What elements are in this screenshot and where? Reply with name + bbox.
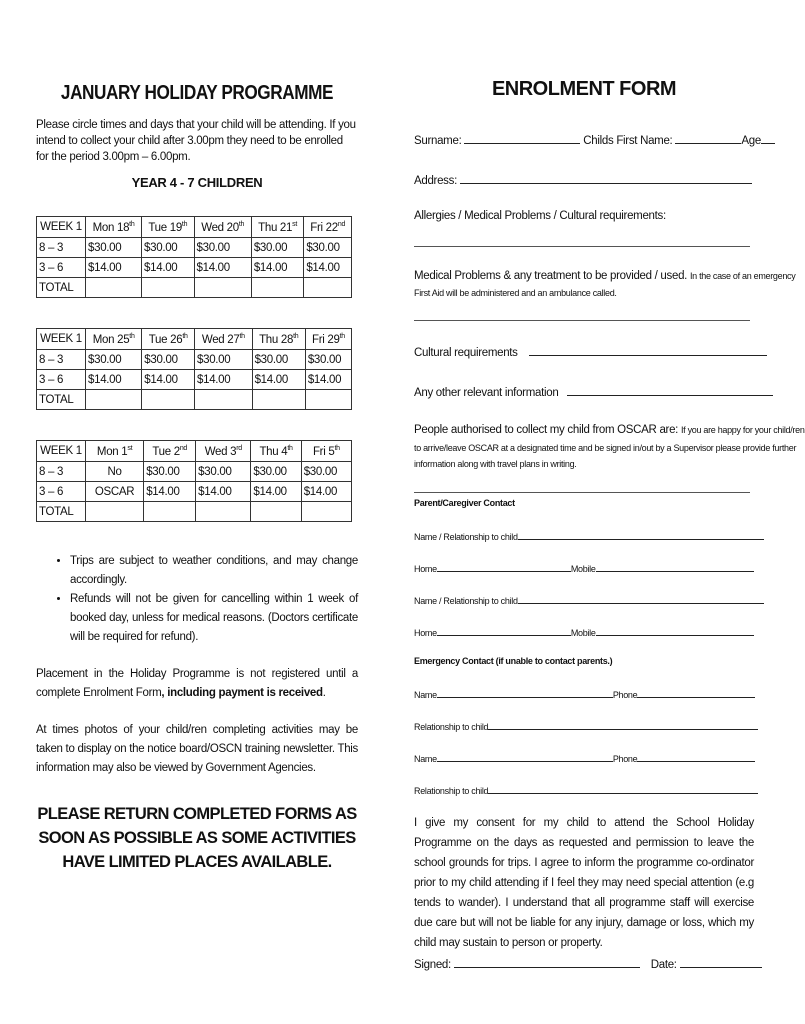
total-label: TOTAL [37,278,86,298]
day-name: Tue 19 [148,221,182,234]
medical-field[interactable] [414,320,750,321]
session-price[interactable]: $30.00 [196,462,251,482]
total-cell[interactable] [251,502,301,522]
day-header[interactable] [305,329,351,350]
first-name-label: Childs First Name: [583,135,673,147]
placement-bold-text: , including payment is received [161,687,323,699]
authorised-row [414,424,805,436]
session-row [37,462,352,482]
total-cell[interactable] [251,278,304,298]
session-time[interactable]: 3 – 6 [37,258,86,278]
day-suffix: th [339,332,345,340]
date-field[interactable] [680,956,762,968]
session-price[interactable]: $30.00 [301,462,351,482]
emergency2-name-row [414,750,755,765]
other-info-label: Any other relevant information [414,387,559,399]
emergency-contact-heading: Emergency Contact (if unable to contact parents.) [414,656,613,666]
session-price[interactable]: No [86,462,144,482]
notes-list [36,552,358,647]
week-label: WEEK 1 [37,217,86,238]
authorised-field[interactable] [414,492,750,493]
total-cell[interactable] [252,390,305,410]
total-cell[interactable] [304,278,352,298]
parent2-phone-row [414,624,754,639]
authorised-note-2: to arrive/leave OSCAR at a designated time and be signed in/out by a Supervisor please provide further [414,443,797,453]
parent1-home-field[interactable] [437,560,571,572]
week-table-1 [36,216,352,298]
session-price[interactable]: $14.00 [142,370,195,390]
emergency1-relationship-label: Relationship to child [414,722,489,732]
total-cell[interactable] [86,390,142,410]
other-info-field[interactable] [567,384,773,396]
session-price[interactable]: $14.00 [195,370,253,390]
authorised-note: If you are happy for your child/ren [680,425,805,435]
session-price[interactable]: $30.00 [195,350,253,370]
day-header[interactable] [195,329,253,350]
allergies-field[interactable] [414,246,750,247]
day-name: Thu 4 [259,445,288,458]
day-suffix: th [238,220,245,228]
medical-row [414,270,795,282]
session-row [37,350,352,370]
emergency1-name-label: Name [414,690,437,700]
session-price[interactable]: $14.00 [194,258,251,278]
session-price[interactable]: $30.00 [86,350,142,370]
day-name: Fri 29 [311,333,340,346]
year-group-title: YEAR 4 - 7 CHILDREN [131,175,263,190]
total-cell[interactable] [305,390,351,410]
parent2-home-label: Home [414,628,437,638]
week-tables [36,216,358,522]
session-time[interactable]: 8 – 3 [37,350,86,370]
allergies-label: Allergies / Medical Problems / Cultural requirements: [414,210,666,222]
total-cell[interactable] [196,502,251,522]
day-header[interactable] [196,441,251,462]
session-price[interactable]: $14.00 [196,482,251,502]
total-cell[interactable] [195,390,253,410]
session-price[interactable]: OSCAR [86,482,144,502]
session-price[interactable]: $30.00 [194,238,251,258]
day-name: Thu 28 [259,333,294,346]
day-name: Tue 2 [152,445,180,458]
emergency2-relationship-field[interactable] [488,782,758,794]
day-suffix: nd [179,444,188,452]
parent1-name-field[interactable] [518,528,764,540]
session-time[interactable]: 3 – 6 [37,482,86,502]
day-header[interactable] [252,329,305,350]
placement-text: Placement in the Holiday Programme is not registered until a complete Enrolment Form [36,668,358,699]
day-name: Wed 20 [201,221,239,234]
day-name: Tue 26 [148,333,183,346]
emergency1-relationship-row [414,718,758,733]
session-time[interactable]: 3 – 6 [37,370,86,390]
emergency1-phone-label: Phone [612,690,638,700]
parent2-name-label: Name / Relationship to child [414,596,518,606]
return-notice: PLEASE RETURN COMPLETED FORMS AS SOON AS POSSIBLE AS SOME ACTIVITIES HAVE LIMITED PLACES AVAILABLE. [37,805,357,871]
medical-label: Medical Problems & any treatment to be provided / used. [414,270,688,282]
day-header[interactable] [301,441,351,462]
day-suffix: st [292,220,297,228]
photos-paragraph: At times photos of your child/ren completing activities may be taken to display on the notice board/OSCN training newsletter. This information may also be viewed by Government Agencies. [36,724,358,774]
day-header[interactable] [86,217,142,238]
note-refunds: • Refunds will not be given for cancelling within 1 week of booked day, unless for medical reasons. (Doctors certificate will be required for refund). [70,590,358,647]
session-time[interactable]: 8 – 3 [37,462,86,482]
cultural-row [414,344,767,359]
day-suffix: th [287,444,293,452]
placement-end: . [322,687,326,699]
day-header[interactable] [142,217,194,238]
day-header[interactable] [304,217,352,238]
day-header[interactable] [251,441,301,462]
week-label: WEEK 1 [37,329,86,350]
surname-field[interactable] [464,132,580,144]
emergency2-phone-label: Phone [612,754,638,764]
parent2-mobile-label: Mobile [570,628,596,638]
total-cell[interactable] [142,390,195,410]
session-price[interactable]: $14.00 [305,370,351,390]
session-row [37,370,352,390]
emergency1-name-field[interactable] [437,686,613,698]
parent1-name-label: Name / Relationship to child [414,532,518,542]
signature-field[interactable] [454,956,640,968]
week-table-3 [36,440,352,522]
total-label: TOTAL [37,502,86,522]
session-price[interactable]: $30.00 [144,462,196,482]
total-cell[interactable] [301,502,351,522]
parent2-name-row [414,592,764,607]
day-header[interactable] [86,329,142,350]
emergency1-relationship-field[interactable] [488,718,758,730]
emergency2-relationship-label: Relationship to child [414,786,489,796]
total-row [37,502,352,522]
week-table-2 [36,328,352,410]
session-price[interactable]: $30.00 [304,238,352,258]
session-time[interactable]: 8 – 3 [37,238,86,258]
placement-paragraph [36,665,358,703]
session-price[interactable]: $30.00 [142,238,194,258]
day-header[interactable] [144,441,196,462]
session-price[interactable]: $14.00 [142,258,194,278]
day-suffix: th [129,332,135,340]
parent1-mobile-label: Mobile [570,564,596,574]
parent1-mobile-field[interactable] [596,560,754,572]
emergency2-phone-field[interactable] [637,750,755,762]
day-suffix: th [334,444,340,452]
session-price[interactable]: $14.00 [251,258,304,278]
authorised-label: People authorised to collect my child from OSCAR are: [414,424,679,436]
total-label: TOTAL [37,390,86,410]
session-price[interactable]: $30.00 [86,238,142,258]
day-suffix: th [129,220,135,228]
address-row [414,172,752,187]
total-row [37,390,352,410]
day-suffix: st [127,444,133,452]
day-header[interactable] [86,441,144,462]
address-field[interactable] [460,172,752,184]
session-price[interactable]: $14.00 [251,482,301,502]
session-row [37,482,352,502]
session-price[interactable]: $30.00 [142,350,195,370]
surname-row [414,132,775,147]
parent2-mobile-field[interactable] [596,624,754,636]
day-header[interactable] [142,329,195,350]
day-suffix: th [181,220,188,228]
total-cell[interactable] [142,278,194,298]
day-name: Wed 3 [204,445,237,458]
total-cell[interactable] [194,278,251,298]
day-suffix: th [182,332,188,340]
intro-text: Please circle times and days that your child will be attending. If you intend to collect your child after 3.00pm they need to be enrolled for the period 3.00pm – 6.00pm. [36,119,356,163]
age-field[interactable] [761,132,775,144]
form-title: ENROLMENT FORM [491,78,677,100]
signed-label: Signed: [414,959,451,971]
day-name: Wed 27 [201,333,240,346]
day-header[interactable] [194,217,251,238]
cultural-label: Cultural requirements [414,347,518,359]
programme-title: JANUARY HOLIDAY PROGRAMME [60,82,334,104]
session-price[interactable]: $14.00 [252,370,305,390]
week-label: WEEK 1 [37,441,86,462]
date-label: Date: [650,959,677,971]
day-suffix: rd [236,444,242,452]
day-suffix: th [293,332,299,340]
day-name: Mon 25 [92,333,130,346]
emergency2-name-label: Name [414,754,437,764]
day-name: Mon 18 [92,221,130,234]
total-row [37,278,352,298]
parent-contact-heading: Parent/Caregiver Contact [414,498,515,508]
other-info-row [414,384,773,399]
session-price[interactable]: $30.00 [252,350,305,370]
session-row [37,258,352,278]
total-cell[interactable] [144,502,196,522]
medical-note: In the case of an emergency [689,271,796,281]
session-price[interactable]: $14.00 [304,258,352,278]
session-price[interactable]: $14.00 [86,258,142,278]
signature-row [414,956,762,971]
session-row [37,238,352,258]
note-weather: • Trips are subject to weather conditions, and may change accordingly. [70,552,358,590]
session-price[interactable]: $30.00 [305,350,351,370]
session-price[interactable]: $30.00 [251,238,304,258]
emergency1-phone-field[interactable] [637,686,755,698]
parent1-home-label: Home [414,564,437,574]
surname-label: Surname: [414,135,462,147]
enrolment-form [414,78,805,971]
parent2-home-field[interactable] [437,624,571,636]
programme-column [36,82,358,874]
day-name: Mon 1 [96,445,128,458]
session-price[interactable]: $14.00 [144,482,196,502]
session-price[interactable]: $14.00 [86,370,142,390]
parent2-name-field[interactable] [518,592,764,604]
age-label: Age [741,135,761,147]
address-label: Address: [414,175,457,187]
day-name: Fri 5 [312,445,335,458]
session-price[interactable]: $14.00 [301,482,351,502]
cultural-field[interactable] [529,344,767,356]
day-suffix: nd [337,220,346,228]
parent1-name-row [414,528,764,543]
emergency1-name-row [414,686,755,701]
emergency2-relationship-row [414,782,758,797]
day-header[interactable] [251,217,304,238]
session-price[interactable]: $30.00 [251,462,301,482]
total-cell[interactable] [86,502,144,522]
day-name: Fri 22 [310,221,338,234]
consent-paragraph: I give my consent for my child to attend the School Holiday Programme on the days as requested and permission to leave the school grounds for trips. I agree to inform the programme co-ordinator prior to my child attending if I feel they may need special attention (e.g tends to wander). I understand that all programme staff will exercise due care but will not be liable for any injury, damage or loss, which my child may sustain to person or property. [414,817,754,949]
parent1-phone-row [414,560,754,575]
day-name: Thu 21 [258,221,293,234]
emergency2-name-field[interactable] [437,750,613,762]
authorised-note-3: information along with travel plans in writing. [414,459,577,469]
first-name-field[interactable] [675,132,741,144]
medical-note-2: First Aid will be administered and an ambulance called. [414,288,617,298]
day-suffix: th [239,332,245,340]
total-cell[interactable] [86,278,142,298]
